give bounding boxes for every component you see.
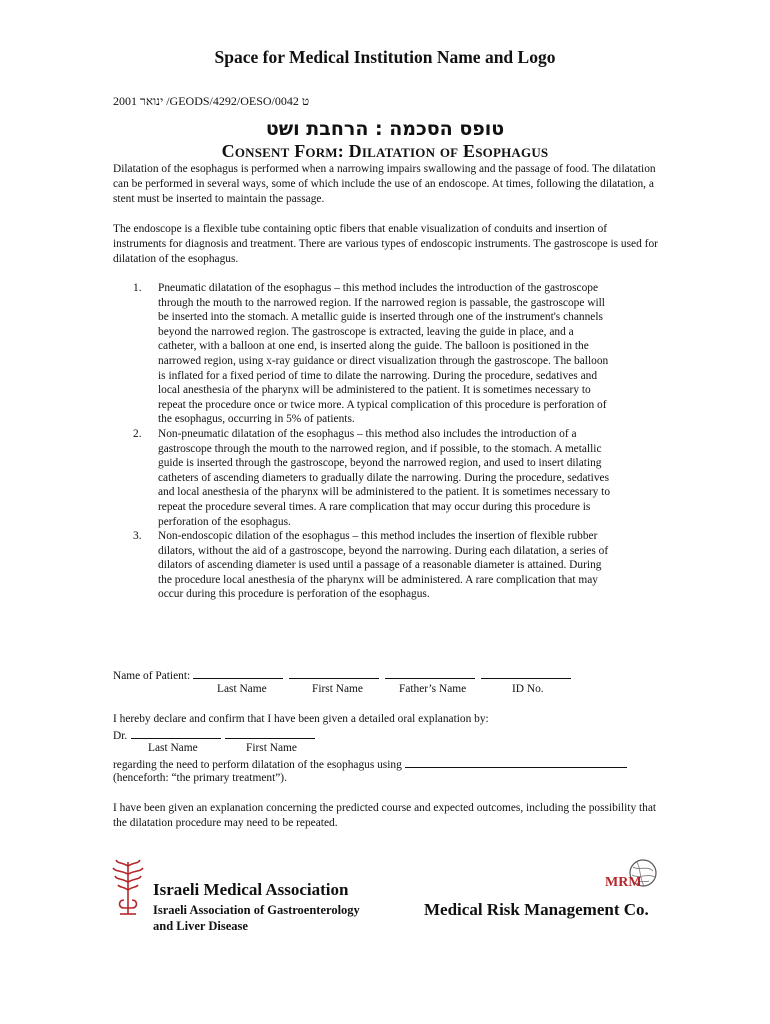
mrm-logo-icon bbox=[603, 857, 659, 898]
method-number: 3. bbox=[133, 530, 142, 543]
method-text: Non-pneumatic dilatation of the esophagus – this method also includes the introduction of a gastroscope through the mouth to the narrowed region, and if possible, to the stomach. A metallic guide is inserted through the gastroscope, beyond the narrowed region, and used to insert dilating catheters of ascending diameters to gradually dilate the narrowing. During the procedure, sedatives and local anesthesia of the pharynx will be administered to the patient. It is sometimes necessary to repeat the procedure several times. A rare complication that may occur during this procedure is perforation of the esophagus. bbox=[158, 427, 611, 528]
doctor-last-name-field[interactable] bbox=[131, 728, 221, 739]
patient-father-name-field[interactable] bbox=[385, 668, 475, 679]
method-item bbox=[133, 427, 613, 529]
doctor-prefix: Dr. bbox=[113, 730, 128, 742]
method-item bbox=[133, 281, 613, 427]
declaration-line: I hereby declare and confirm that I have been given a detailed oral explanation by: bbox=[113, 713, 489, 725]
patient-id-field[interactable] bbox=[481, 668, 571, 679]
treatment-text: regarding the need to perform dilatation of the esophagus using bbox=[113, 759, 402, 771]
ima-name: Israeli Medical Association bbox=[153, 880, 349, 899]
method-item bbox=[133, 529, 613, 602]
intro-paragraph-1: Dilatation of the esophagus is performed when a narrowing impairs swallowing and the passage of food. The dilatation can be performed in several ways, some of which include the use of an endoscope. At times, following the dilatation, a stent must be inserted to maintain the passage. bbox=[113, 163, 656, 205]
ima-subtitle-line: and Liver Disease bbox=[153, 919, 248, 933]
ima-subtitle bbox=[153, 902, 403, 934]
hebrew-title: טופס הסכמה : הרחבת ושט bbox=[265, 118, 505, 140]
mrm-name: Medical Risk Management Co. bbox=[424, 900, 649, 919]
doctor-first-name-label: First Name bbox=[246, 742, 297, 754]
first-name-label: First Name bbox=[312, 683, 363, 695]
patient-name-row bbox=[113, 668, 577, 682]
method-text: Pneumatic dilatation of the esophagus – this method includes the introduction of the gastroscope through the mouth to the narrowed region. If the narrowed region is passable, the gastroscope will be inserted into the stomach. A metallic guide is inserted through one of the instrument's channels beyond the narrowed region. The gastroscope is extracted, leaving the guide in place, and a catheter, with a balloon at one end, is inserted along the guide. The balloon is positioned in the narrowed region, using x-ray guidance or direct visualization through the gastroscope. The balloon is inflated for a fixed period of time to dilate the narrowing. During the procedure, sedatives and local anesthesia of the pharynx will be administered to the patient. It is sometimes necessary to repeat the procedure once or twice more. A typical complication of this procedure is perforation of the esophagus, occurring in 5% of patients. bbox=[158, 282, 609, 426]
patient-last-name-field[interactable] bbox=[193, 668, 283, 679]
intro-paragraph-2: The endoscope is a flexible tube containing optic fibers that enable visualization of conduits and insertion of instruments for diagnosis and treatment. There are various types of endoscopic instruments. The gastroscope is used for dilatation of the esophagus. bbox=[113, 223, 658, 265]
form-code: 2001 ינואר /GEODS/4292/OESO/0042 ט bbox=[113, 94, 310, 108]
mrm-logo-text: MRM bbox=[605, 875, 642, 890]
institution-placeholder: Space for Medical Institution Name and Logo bbox=[214, 47, 556, 67]
henceforth-line: (henceforth: “the primary treatment”). bbox=[113, 772, 287, 784]
treatment-row bbox=[113, 757, 627, 771]
ima-subtitle-line: Israeli Association of Gastroenterology bbox=[153, 903, 360, 917]
method-text: Non-endoscopic dilation of the esophagus – this method includes the insertion of flexible rubber dilators, without the aid of a gastroscope, beyond the narrowing. During each dilatation, a series of dilators of ascending diameter is used until a passage of a reasonable diameter is attained. During the procedure local anesthesia of the pharynx will be administered. A rare complication that may occur during this procedure is perforation of the esophagus. bbox=[158, 530, 609, 601]
doctor-row bbox=[113, 728, 315, 742]
method-number: 1. bbox=[133, 282, 142, 294]
treatment-method-field[interactable] bbox=[405, 757, 627, 768]
method-number: 2. bbox=[133, 427, 142, 440]
english-title: Consent Form: Dilatation of Esophagus bbox=[221, 141, 549, 161]
doctor-first-name-field[interactable] bbox=[225, 728, 315, 739]
doctor-last-name-label: Last Name bbox=[148, 742, 198, 754]
patient-first-name-field[interactable] bbox=[289, 668, 379, 679]
methods-list bbox=[133, 281, 613, 602]
patient-label: Name of Patient: bbox=[113, 670, 191, 682]
last-name-label: Last Name bbox=[217, 683, 267, 695]
ima-logo-icon bbox=[110, 856, 146, 923]
father-name-label: Father’s Name bbox=[399, 683, 467, 695]
id-number-label: ID No. bbox=[512, 683, 544, 695]
outcome-paragraph: I have been given an explanation concerning the predicted course and expected outcomes, including the possibility that the dilatation procedure may need to be repeated. bbox=[113, 802, 657, 829]
